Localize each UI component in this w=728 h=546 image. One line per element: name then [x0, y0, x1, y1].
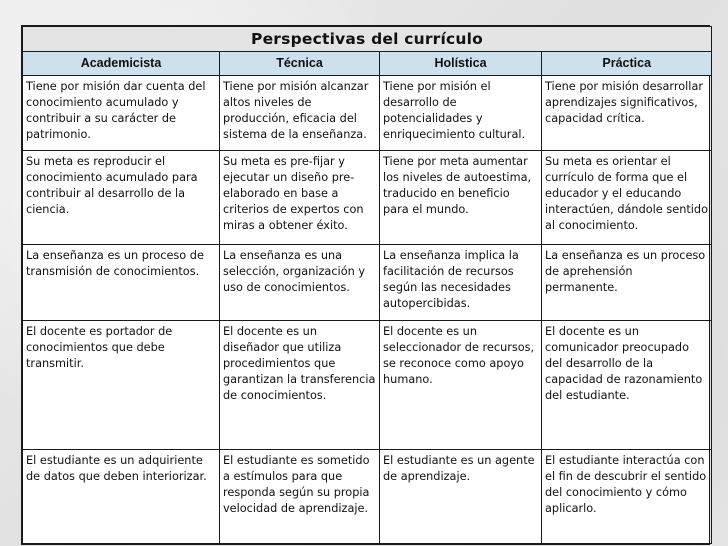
table-title: Perspectivas del currículo: [23, 27, 712, 52]
table-row: [23, 75, 712, 151]
column-header-tecnica: Técnica: [220, 52, 380, 75]
curriculum-table-container: [21, 25, 710, 545]
table-title-row: [23, 27, 712, 52]
table-row: [23, 321, 712, 450]
table-cell: La enseñanza implica la facilitación de recursos según las necesidades autopercibidas.: [380, 245, 542, 321]
table-cell: El estudiante interactúa con el fin de descubrir el sentido del conocimiento y cómo aplicarlo.: [542, 450, 712, 544]
table-cell: La enseñanza es un proceso de aprehensión permanente.: [542, 245, 712, 321]
table-cell: Su meta es orientar el currículo de forma que el educador y el educando interactúen, dándole sentido al conocimiento.: [542, 151, 712, 245]
table-header-row: [23, 52, 712, 75]
table-cell: El estudiante es un adquiriente de datos que deben interiorizar.: [23, 450, 220, 544]
column-header-academicista: Academicista: [23, 52, 220, 75]
table-cell: Tiene por misión alcanzar altos niveles de producción, eficacia del sistema de la enseñanza.: [220, 75, 380, 151]
table-cell: Tiene por misión el desarrollo de potencialidades y enriquecimiento cultural.: [380, 75, 542, 151]
table-cell: Su meta es pre-fijar y ejecutar un diseño pre-elaborado en base a criterios de expertos con miras a obtener éxito.: [220, 151, 380, 245]
table-row: [23, 450, 712, 544]
column-header-practica: Práctica: [542, 52, 712, 75]
table-cell: El docente es un comunicador preocupado del desarrollo de la capacidad de razonamiento del estudiante.: [542, 321, 712, 450]
table-cell: Tiene por meta aumentar los niveles de autoestima, traducido en beneficio para el mundo.: [380, 151, 542, 245]
table-cell: El docente es un seleccionador de recursos, se reconoce como apoyo humano.: [380, 321, 542, 450]
table-cell: Su meta es reproducir el conocimiento acumulado para contribuir al desarrollo de la ciencia.: [23, 151, 220, 245]
table-cell: Tiene por misión dar cuenta del conocimiento acumulado y contribuir a su carácter de patrimonio.: [23, 75, 220, 151]
table-cell: La enseñanza es un proceso de transmisión de conocimientos.: [23, 245, 220, 321]
table-cell: La enseñanza es una selección, organización y uso de conocimientos.: [220, 245, 380, 321]
table-cell: El docente es un diseñador que utiliza procedimientos que garantizan la transferencia de conocimientos.: [220, 321, 380, 450]
table-row: [23, 151, 712, 245]
table-row: [23, 245, 712, 321]
curriculum-perspectives-table: [22, 26, 712, 544]
table-cell: El docente es portador de conocimientos que debe transmitir.: [23, 321, 220, 450]
table-cell: El estudiante es un agente de aprendizaje.: [380, 450, 542, 544]
column-header-holistica: Holística: [380, 52, 542, 75]
table-cell: El estudiante es sometido a estímulos para que responda según su propia velocidad de aprendizaje.: [220, 450, 380, 544]
table-cell: Tiene por misión desarrollar aprendizajes significativos, capacidad crítica.: [542, 75, 712, 151]
